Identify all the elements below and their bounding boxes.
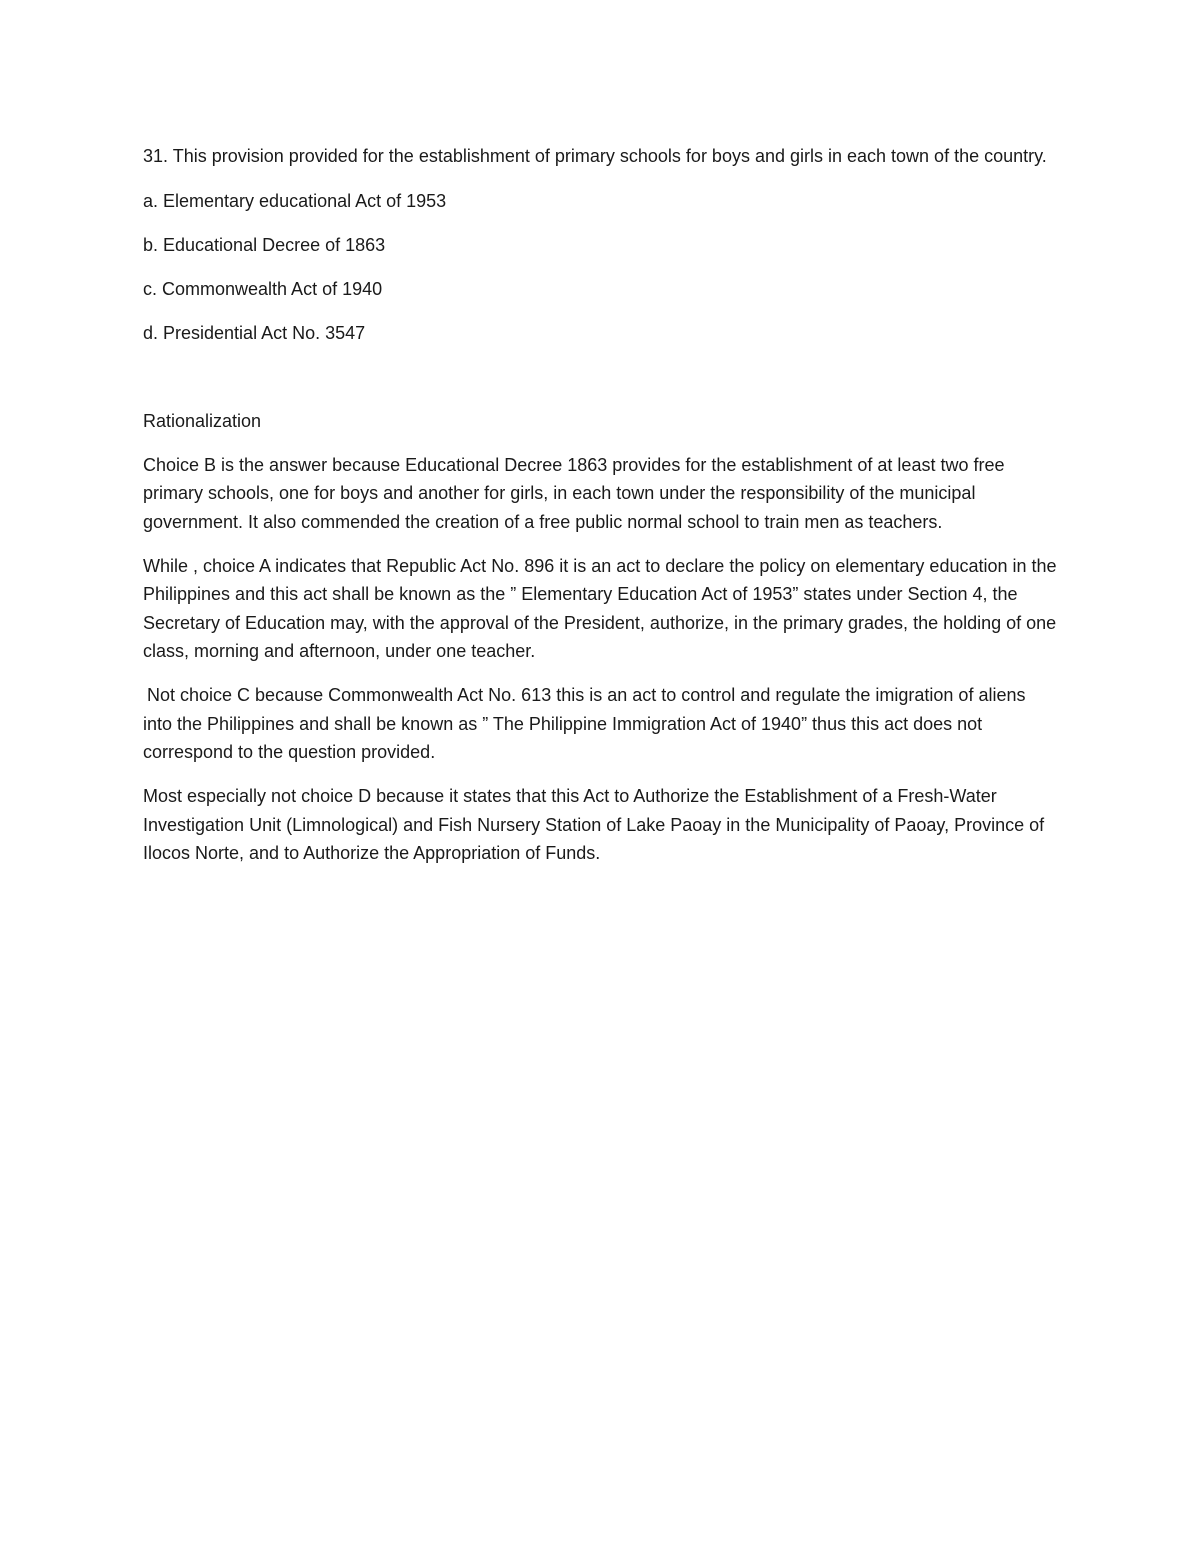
rationalization-paragraph-choice-c: Not choice C because Commonwealth Act No. 613 this is an act to control and regulate the imigration of aliens into the Philippines and shall be known as ” The Philippine Immigration Act of 1940” thus this act does not correspond to the question provided. bbox=[143, 685, 1026, 762]
choice-c: c. Commonwealth Act of 1940 bbox=[143, 278, 383, 299]
choice-d: d. Presidential Act No. 3547 bbox=[143, 322, 366, 343]
rationalization-paragraph-choice-d: Most especially not choice D because it states that this Act to Authorize the Establishment of a Fresh-Water Investigation Unit (Limnological) and Fish Nursery Station of Lake Paoay in the Municipality of Paoay, Province of Ilocos Norte, and to Authorize the Appropriation of Funds. bbox=[143, 786, 1045, 863]
choice-a: a. Elementary educational Act of 1953 bbox=[143, 190, 447, 211]
document-body bbox=[143, 142, 1058, 883]
rationalization-heading: Rationalization bbox=[143, 410, 262, 431]
rationalization-paragraph-choice-b: Choice B is the answer because Educational Decree 1863 provides for the establishment of at least two free primary schools, one for boys and another for girls, in each town under the responsibility of the municipal government. It also commended the creation of a free public normal school to train men as teachers. bbox=[143, 454, 1005, 532]
question-text: 31. This provision provided for the establishment of primary schools for boys and girls in each town of the country. bbox=[143, 146, 1047, 166]
rationalization-paragraph-choice-a: While , choice A indicates that Republic Act No. 896 it is an act to declare the policy on elementary education in the Philippines and this act shall be known as the ” Elementary Education Act of 1953” states under Section 4, the Secretary of Education may, with the approval of the President, authorize, in the primary grades, the holding of one class, morning and afternoon, under one teacher. bbox=[143, 555, 1057, 661]
choice-b: b. Educational Decree of 1863 bbox=[143, 234, 386, 255]
